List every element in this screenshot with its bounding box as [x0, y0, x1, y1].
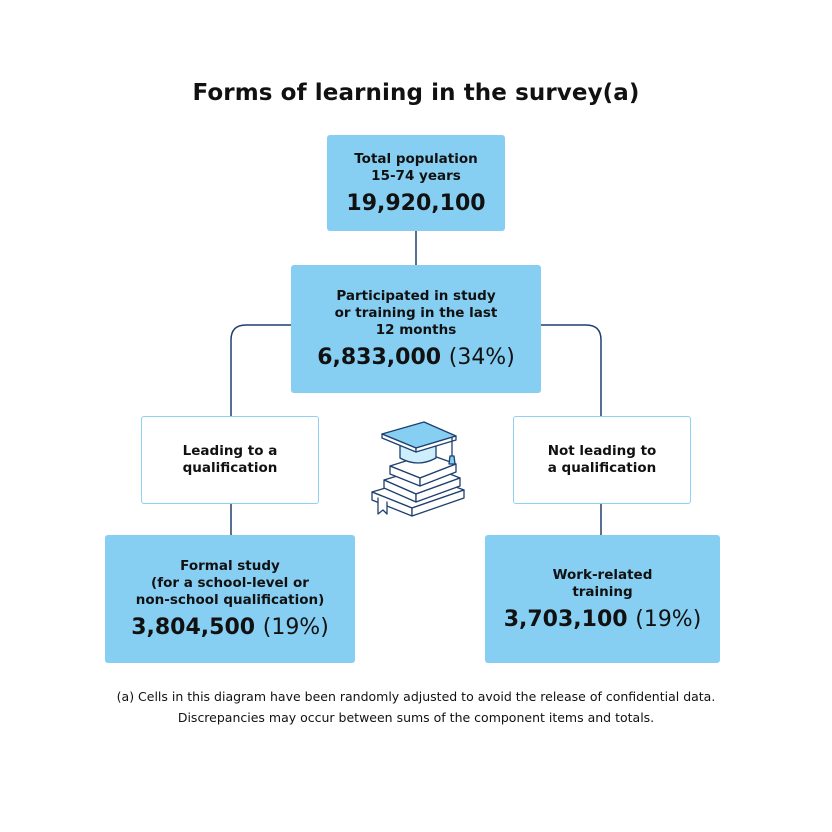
node-value: 6,833,000 (34%)	[317, 345, 515, 370]
node-label: qualification	[182, 460, 278, 476]
node-value: 3,804,500 (19%)	[131, 615, 329, 640]
node-label: Work-related	[552, 566, 653, 583]
node-total-population	[327, 135, 505, 231]
node-label: 12 months	[375, 322, 457, 338]
node-percent: (34%)	[448, 345, 515, 370]
node-percent: (19%)	[262, 615, 329, 640]
node-label: Not leading to	[547, 443, 657, 459]
footnote-line: Discrepancies may occur between sums of the component items and totals.	[177, 710, 655, 725]
node-label: or training in the last	[334, 305, 498, 321]
node-participated	[291, 265, 541, 393]
node-label: Total population	[354, 150, 478, 167]
node-label: (for a school-level or	[151, 575, 309, 591]
node-label: Leading to a	[182, 443, 278, 459]
footnote-line: (a) Cells in this diagram have been randomly adjusted to avoid the release of confidential data.	[116, 689, 716, 704]
node-value: 3,703,100 (19%)	[503, 606, 702, 632]
node-label: Participated in study	[336, 288, 496, 304]
node-work-related-training	[485, 535, 720, 663]
node-label: Formal study	[180, 558, 280, 574]
node-label: non-school qualification)	[135, 592, 325, 608]
node-leading-to-qualification	[141, 416, 319, 504]
diagram-title: Forms of learning in the survey(a)	[192, 80, 640, 106]
node-label: training	[572, 583, 633, 600]
node-not-leading-to-qualification	[513, 416, 691, 504]
node-label: 15-74 years	[371, 167, 461, 184]
node-formal-study	[105, 535, 355, 663]
footnote	[0, 686, 832, 728]
node-value: 19,920,100	[346, 190, 486, 216]
node-percent: (19%)	[635, 606, 702, 632]
node-label: a qualification	[547, 460, 657, 476]
graduation-cap-books-icon	[364, 418, 470, 524]
